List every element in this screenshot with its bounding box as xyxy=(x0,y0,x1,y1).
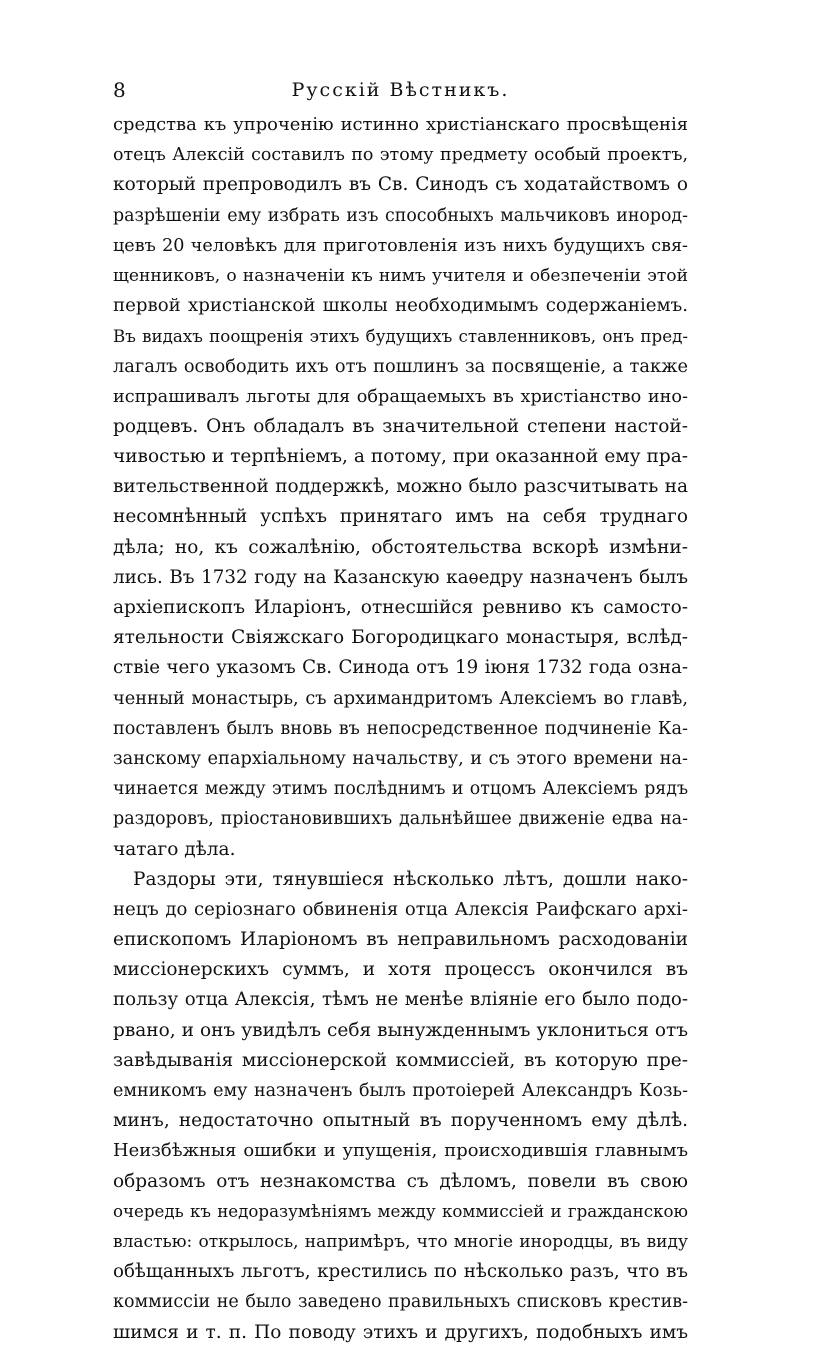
text-line: нецъ до серіознаго обвиненія отца Алексія Раифскаго архі- xyxy=(113,898,688,920)
text-line: Раздоры эти, тянувшіеся нѣсколько лѣтъ, дошли нако- xyxy=(133,868,688,890)
text-line: разрѣшеніи ему избрать изъ способныхъ мальчиковъ инород- xyxy=(113,205,688,226)
page-header xyxy=(113,78,688,108)
text-line: емникомъ ему назначенъ былъ протоіерей Александръ Козь- xyxy=(113,1081,688,1101)
text-line: пользу отца Алексія, тѣмъ не менѣе вліяніе его было подо- xyxy=(113,989,688,1011)
text-line: Въ видахъ поощренія этихъ будущихъ ставленниковъ, онъ пред- xyxy=(113,326,688,347)
text-line: несомнѣнный успѣхъ принятаго имъ на себя труднаго xyxy=(113,506,688,528)
text-line: властью: открылось, напримѣръ, что многіе инородцы, въ виду xyxy=(113,1231,688,1252)
text-line: испрашивалъ льготы для обращаемыхъ въ христіанство ино- xyxy=(113,386,688,407)
text-line: раздоровъ, пріостановившихъ дальнѣйшее движеніе едва на- xyxy=(113,809,688,830)
text-line: лагалъ освободить ихъ отъ пошлинъ за посвященіе, а также xyxy=(113,355,688,377)
text-line: очередь къ недоразумѣніямъ между коммиссіей и гражданскою xyxy=(113,1201,688,1221)
text-line: щенниковъ, о назначеніи къ нимъ учителя и обезпеченіи этой xyxy=(113,265,688,286)
text-line: рвано, и онъ увидѣлъ себя вынужденнымъ уклониться отъ xyxy=(113,1019,688,1041)
text-line: ствіе чего указомъ Св. Синода отъ 19 іюня 1732 года озна- xyxy=(113,657,688,679)
text-line: епископомъ Иларіономъ въ неправильномъ расходованіи xyxy=(113,929,688,951)
text-line: отецъ Алексій составилъ по этому предмету особый проектъ, xyxy=(113,145,688,166)
text-line: архіепископъ Иларіонъ, отнесшійся ревниво къ самосто- xyxy=(113,597,688,618)
text-line: поставленъ былъ вновь въ непосредственное подчиненіе Ка- xyxy=(113,718,688,739)
text-line: средства къ упроченію истинно христіанскаго просвѣщенія xyxy=(113,114,688,135)
text-line: чинается между этимъ послѣднимъ и отцомъ Алексіемъ рядъ xyxy=(113,779,688,800)
text-line: который препроводилъ въ Св. Синодъ съ ходатайствомъ о xyxy=(113,174,688,196)
text-line: родцевъ. Онъ обладалъ въ значительной степени настой- xyxy=(113,415,688,437)
text-line: завѣдыванія миссіонерской коммиссіей, въ которую пре- xyxy=(113,1049,688,1071)
text-line: чатаго дѣла. xyxy=(113,838,236,860)
text-line: вительственной поддержкѣ, можно было разсчитывать на xyxy=(113,476,688,498)
body-text xyxy=(113,110,688,1348)
text-line: коммиссіи не было заведено правильныхъ списковъ крестив- xyxy=(113,1292,688,1313)
text-line: занскому епархіальному начальству, и съ этого времени на- xyxy=(113,748,688,769)
text-line: Неизбѣжныя ошибки и упущенія, происходившія главнымъ xyxy=(113,1140,688,1162)
text-line: обѣщанныхъ льготъ, крестились по нѣсколько разъ, что въ xyxy=(113,1261,688,1283)
text-line: образомъ отъ незнакомства съ дѣломъ, повели въ свою xyxy=(113,1170,688,1192)
text-line: миссіонерскихъ суммъ, и хотя процессъ окончился въ xyxy=(113,959,688,981)
text-line: лись. Въ 1732 году на Казанскую каѳедру назначенъ былъ xyxy=(113,566,688,588)
page-number: 8 xyxy=(113,78,126,102)
running-title: Русскій Вѣстникъ. xyxy=(291,79,510,101)
text-line: минъ, недостаточно опытный въ порученномъ ему дѣлѣ. xyxy=(113,1110,688,1132)
text-line: цевъ 20 человѣкъ для приготовленія изъ нихъ будущихъ свя- xyxy=(113,235,688,256)
text-line: ятельности Свіяжскаго Богородицкаго монастыря, вслѣд- xyxy=(113,627,688,649)
text-line: дѣла; но, къ сожалѣнію, обстоятельства вскорѣ измѣни- xyxy=(113,536,688,558)
text-line: первой христіанской школы необходимымъ содержаніемъ. xyxy=(113,295,688,317)
text-line: шимся и т. п. По поводу этихъ и другихъ, подобныхъ имъ xyxy=(113,1321,688,1343)
text-line: ченный монастырь, съ архимандритомъ Алексіемъ во главѣ, xyxy=(113,688,688,709)
text-line: чивостью и терпѣніемъ, а потому, при оказанной ему пра- xyxy=(113,446,688,468)
